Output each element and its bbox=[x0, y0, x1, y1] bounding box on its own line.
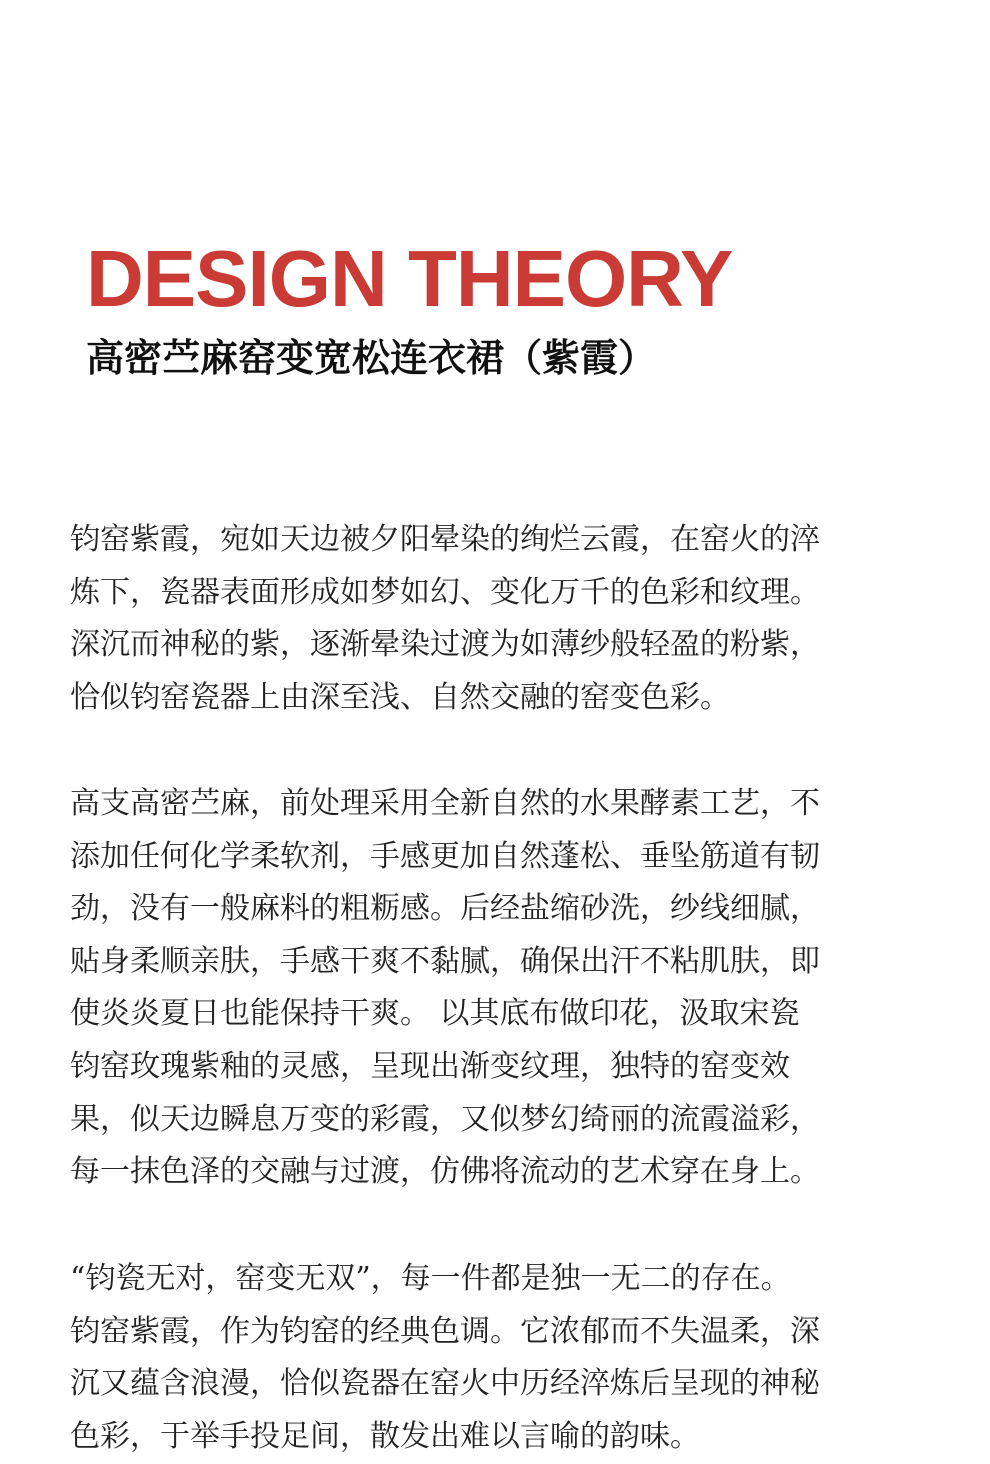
paragraph-line: 添加任何化学柔软剂，手感更加自然蓬松、垂坠筋道有韧 bbox=[70, 838, 820, 874]
paragraph-line: 钧窑紫霞，宛如天边被夕阳晕染的绚烂云霞，在窑火的淬 bbox=[70, 522, 820, 557]
paragraph-fabric-description bbox=[70, 778, 930, 1199]
paragraph-line: 炼下，瓷器表面形成如梦如幻、变化万千的色彩和纹理。 bbox=[70, 574, 820, 610]
paragraph-line: 钧窑玫瑰紫釉的灵感，呈现出渐变纹理，独特的窑变效 bbox=[70, 1048, 790, 1084]
paragraph-line: 贴身柔顺亲肤，手感干爽不黏腻，确保出汗不粘肌肤，即 bbox=[70, 943, 820, 979]
heading-english: DESIGN THEORY bbox=[86, 234, 733, 323]
paragraph-line: 钧窑紫霞，作为钧窑的经典色调。它浓郁而不失温柔，深 bbox=[70, 1313, 820, 1349]
paragraph-line: 恰似钧窑瓷器上由深至浅、自然交融的窑变色彩。 bbox=[70, 679, 730, 715]
paragraph-line: 劲，没有一般麻料的粗粝感。后经盐缩砂洗，纱线细腻， bbox=[70, 891, 820, 927]
paragraph-line: 每一抹色泽的交融与过渡，仿佛将流动的艺术穿在身上。 bbox=[70, 1154, 820, 1190]
paragraph-line: 果，似天边瞬息万变的彩霞，又似梦幻绮丽的流霞溢彩， bbox=[70, 1101, 820, 1137]
paragraph-line: 深沉而神秘的紫，逐渐晕染过渡为如薄纱般轻盈的粉紫， bbox=[70, 627, 820, 663]
paragraph-line: “钧瓷无对，窑变无双”，每一件都是独一无二的存在。 bbox=[70, 1261, 791, 1296]
paragraph-line: 高支高密苎麻，前处理采用全新自然的水果酵素工艺，不 bbox=[70, 786, 820, 821]
paragraph-color-inspiration bbox=[70, 514, 930, 724]
paragraph-line: 使炎炎夏日也能保持干爽。 以其底布做印花，汲取宋瓷 bbox=[70, 996, 800, 1032]
paragraph-uniqueness bbox=[70, 1253, 930, 1463]
paragraph-line: 沉又蕴含浪漫，恰似瓷器在窑火中历经淬炼后呈现的神秘 bbox=[70, 1366, 820, 1402]
heading-chinese-product-name: 高密苎麻窑变宽松连衣裙（紫霞） bbox=[86, 336, 657, 380]
paragraph-line: 色彩，于举手投足间，散发出难以言喻的韵味。 bbox=[70, 1418, 700, 1454]
